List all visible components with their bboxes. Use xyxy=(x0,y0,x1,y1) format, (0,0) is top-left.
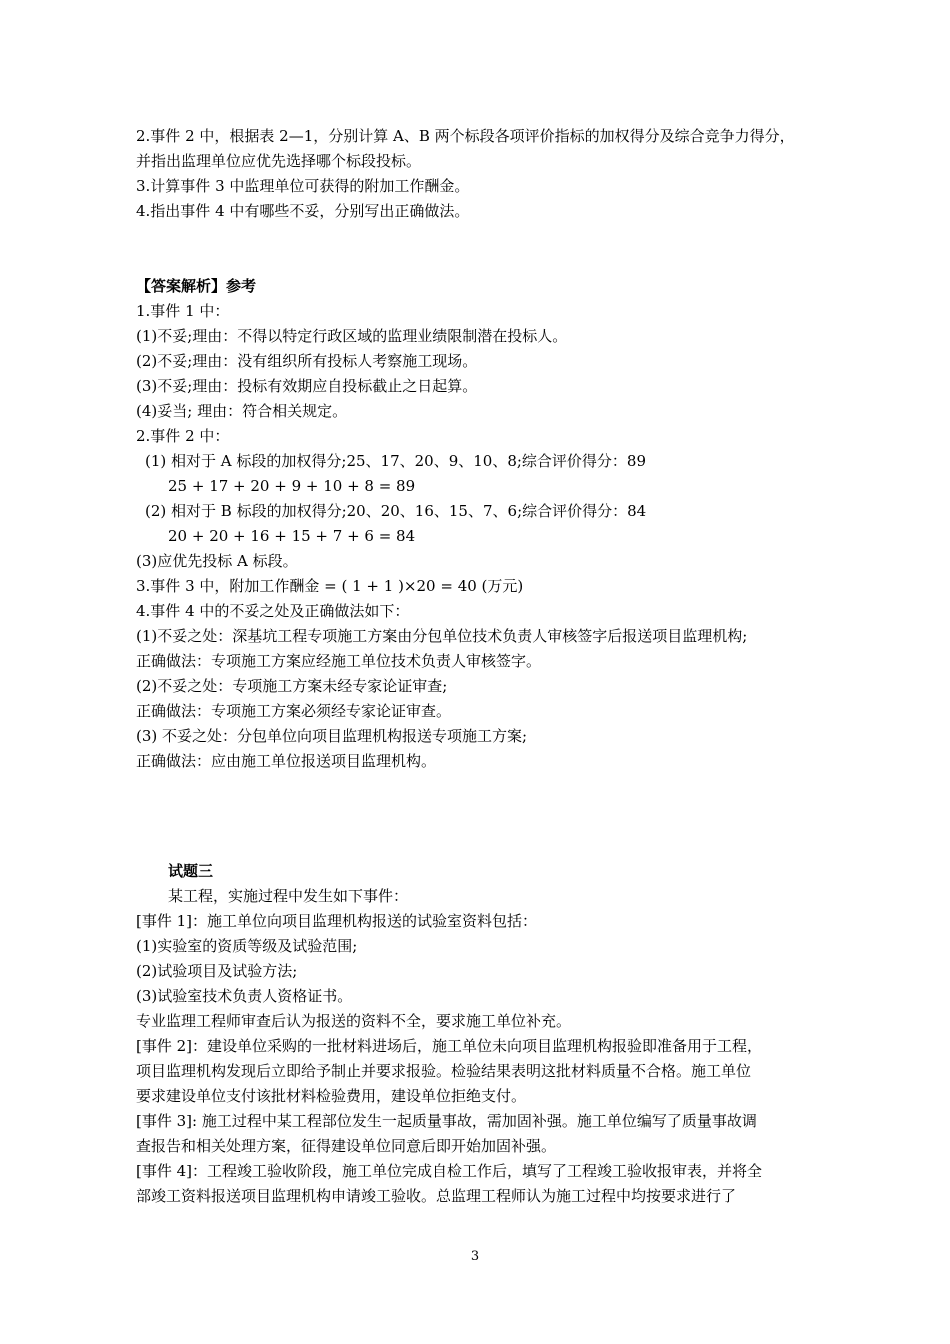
answer-line: (1) 相对于 A 标段的加权得分;25、17、20、9、10、8;综合评价得分：89 xyxy=(145,452,647,470)
answer-line: (1)不妥;理由：不得以特定行政区域的监理业绩限制潜在投标人。 xyxy=(136,327,568,345)
answer-line: 正确做法：应由施工单位报送项目监理机构。 xyxy=(136,752,437,770)
answer-formula: 20 + 20 + 16 + 15 + 7 + 6 = 84 xyxy=(168,527,416,545)
section-line: [事件 3]: 施工过程中某工程部位发生一起质量事故，需加固补强。施工单位编写了质量事故调 xyxy=(136,1112,757,1130)
answer-line: (2) 相对于 B 标段的加权得分;20、20、16、15、7、6;综合评价得分：84 xyxy=(145,502,647,520)
section-line: [事件 4]：工程竣工验收阶段，施工单位完成自检工作后，填写了工程竣工验收报审表，并将全 xyxy=(136,1162,763,1180)
answer-line: 1.事件 1 中： xyxy=(136,302,230,320)
section-line: (1)实验室的资质等级及试验范围; xyxy=(136,937,358,955)
section-line: 部竣工资料报送项目监理机构申请竣工验收。总监理工程师认为施工过程中均按要求进行了 xyxy=(136,1187,737,1205)
question-line: 3.计算事件 3 中监理单位可获得的附加工作酬金。 xyxy=(136,177,470,195)
section-line: [事件 2]：建设单位采购的一批材料进场后，施工单位未向项目监理机构报验即准备用于工程， xyxy=(136,1037,763,1055)
answer-line: 3.事件 3 中，附加工作酬金 = ( 1 + 1 )×20 = 40 (万元) xyxy=(136,577,524,595)
answer-line: 2.事件 2 中： xyxy=(136,427,230,445)
answer-line: (3)不妥;理由：投标有效期应自投标截止之日起算。 xyxy=(136,377,478,395)
question-line: 2.事件 2 中，根据表 2—1，分别计算 A、B 两个标段各项评价指标的加权得分及综合竞争力得分， xyxy=(136,127,795,145)
section-line: [事件 1]：施工单位向项目监理机构报送的试验室资料包括： xyxy=(136,912,538,930)
answer-formula: 25 + 17 + 20 + 9 + 10 + 8 = 89 xyxy=(168,477,416,495)
answer-line: 4.事件 4 中的不妥之处及正确做法如下： xyxy=(136,602,410,620)
answer-line: (3)应优先投标 A 标段。 xyxy=(136,552,298,570)
section-line: 项目监理机构发现后立即给予制止并要求报验。检验结果表明这批材料质量不合格。施工单位 xyxy=(136,1062,752,1080)
answer-line: (2)不妥之处：专项施工方案未经专家论证审查; xyxy=(136,677,448,695)
answer-line: (2)不妥;理由：没有组织所有投标人考察施工现场。 xyxy=(136,352,478,370)
section-line: 专业监理工程师审查后认为报送的资料不全，要求施工单位补充。 xyxy=(136,1012,572,1030)
answer-heading: 【答案解析】参考 xyxy=(136,277,257,295)
answer-line: 正确做法：专项施工方案必须经专家论证审查。 xyxy=(136,702,452,720)
answer-line: 正确做法：专项施工方案应经施工单位技术负责人审核签字。 xyxy=(136,652,542,670)
answer-line: (1)不妥之处：深基坑工程专项施工方案由分包单位技术负责人审核签字后报送项目监理机构; xyxy=(136,627,748,645)
section-line: (2)试验项目及试验方法; xyxy=(136,962,298,980)
section-line: 某工程，实施过程中发生如下事件： xyxy=(168,887,409,905)
section-title: 试题三 xyxy=(168,862,214,880)
answer-line: (3) 不妥之处：分包单位向项目监理机构报送专项施工方案; xyxy=(136,727,528,745)
question-line: 并指出监理单位应优先选择哪个标段投标。 xyxy=(136,152,422,170)
answer-line: (4)妥当; 理由：符合相关规定。 xyxy=(136,402,348,420)
section-line: 要求建设单位支付该批材料检验费用，建设单位拒绝支付。 xyxy=(136,1087,527,1105)
page-number: 3 xyxy=(470,1249,480,1264)
section-line: (3)试验室技术负责人资格证书。 xyxy=(136,987,353,1005)
section-line: 查报告和相关处理方案，征得建设单位同意后即开始加固补强。 xyxy=(136,1137,557,1155)
question-line: 4.指出事件 4 中有哪些不妥，分别写出正确做法。 xyxy=(136,202,470,220)
